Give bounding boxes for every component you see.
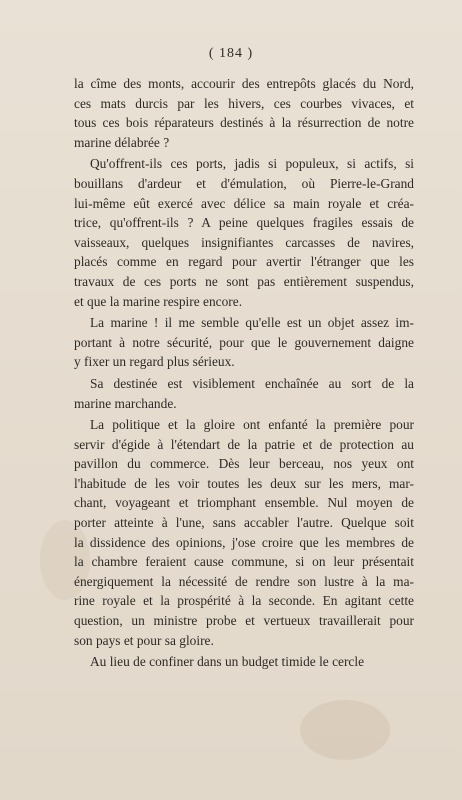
text-line: question, un ministre probe et vertueux travaillerait pour: [74, 613, 414, 629]
text-line: bouillans d'ardeur et d'émulation, où Pierre-le-Grand: [74, 175, 414, 191]
page-number: ( 184 ): [208, 46, 254, 61]
text-line: portant à notre sécurité, pour que le gouvernement daigne: [74, 334, 414, 350]
text-line: rine royale et la prospérité à la seconde. En agitant cette: [74, 593, 414, 609]
paragraph: [74, 154, 414, 311]
paragraph: [74, 74, 414, 152]
text-line: tous ces bois réparateurs destinés à la résurrection de notre: [74, 115, 414, 131]
text-line: Sa destinée est visiblement enchaînée au sort de la: [90, 375, 414, 391]
text-line: La marine ! il me semble qu'elle est un objet assez im-: [90, 315, 414, 331]
text-line: La politique et la gloire ont enfanté la première pour: [90, 417, 414, 433]
text-line: porter atteinte à l'une, sans accabler l'autre. Quelque soit: [74, 515, 414, 531]
text-line: travaux de ces ports ne sont pas entièrement suspendus,: [74, 273, 414, 289]
text-line: la cîme des monts, accourir des entrepôts glacés du Nord,: [74, 76, 414, 91]
text-line: trice, qu'offrent-ils ? A peine quelques fragiles essais de: [74, 215, 414, 231]
text-line: la dissidence des opinions, j'ose croire que les membres de: [74, 534, 414, 550]
text-line: Qu'offrent-ils ces ports, jadis si populeux, si actifs, si: [90, 156, 414, 172]
text-line: Au lieu de confiner dans un budget timide le cercle: [90, 654, 365, 670]
text-line: pavillon du commerce. Dès leur berceau, nos yeux ont: [74, 456, 414, 472]
text-line: la chambre feraient cause commune, si on leur présentait: [74, 554, 414, 570]
text-line: et que la marine respire encore.: [74, 293, 243, 309]
text-line: y fixer un regard plus sérieux.: [74, 354, 235, 370]
paragraph: [74, 652, 414, 672]
text-line: énergiquement la nécessité de rendre son lustre à la ma-: [74, 573, 414, 589]
body-text: [74, 74, 414, 672]
paper-stain: [300, 700, 390, 760]
text-line: servir d'égide à l'étendart de la patrie et de protection au: [74, 436, 414, 452]
paragraph: [74, 415, 414, 650]
text-line: marine marchande.: [74, 395, 177, 411]
text-line: ces mats durcis par les hivers, ces courbes vivaces, et: [74, 95, 414, 111]
text-line: lui-même eût exercé avec délice sa main royale et créa-: [74, 195, 414, 211]
paragraph: [74, 374, 414, 413]
paragraph: [74, 313, 414, 372]
text-line: marine délabrée ?: [74, 134, 170, 150]
text-line: chant, voyageant et triomphant ensemble. Nul moyen de: [74, 495, 414, 511]
text-line: son pays et pour sa gloire.: [74, 632, 214, 648]
text-line: l'habitude de les voir toutes les deux sur les mers, mar-: [74, 475, 414, 491]
text-line: placés comme en regard pour avertir l'étranger que les: [74, 254, 414, 270]
text-line: vaisseaux, quelques insignifiantes carcasses de navires,: [74, 234, 414, 250]
